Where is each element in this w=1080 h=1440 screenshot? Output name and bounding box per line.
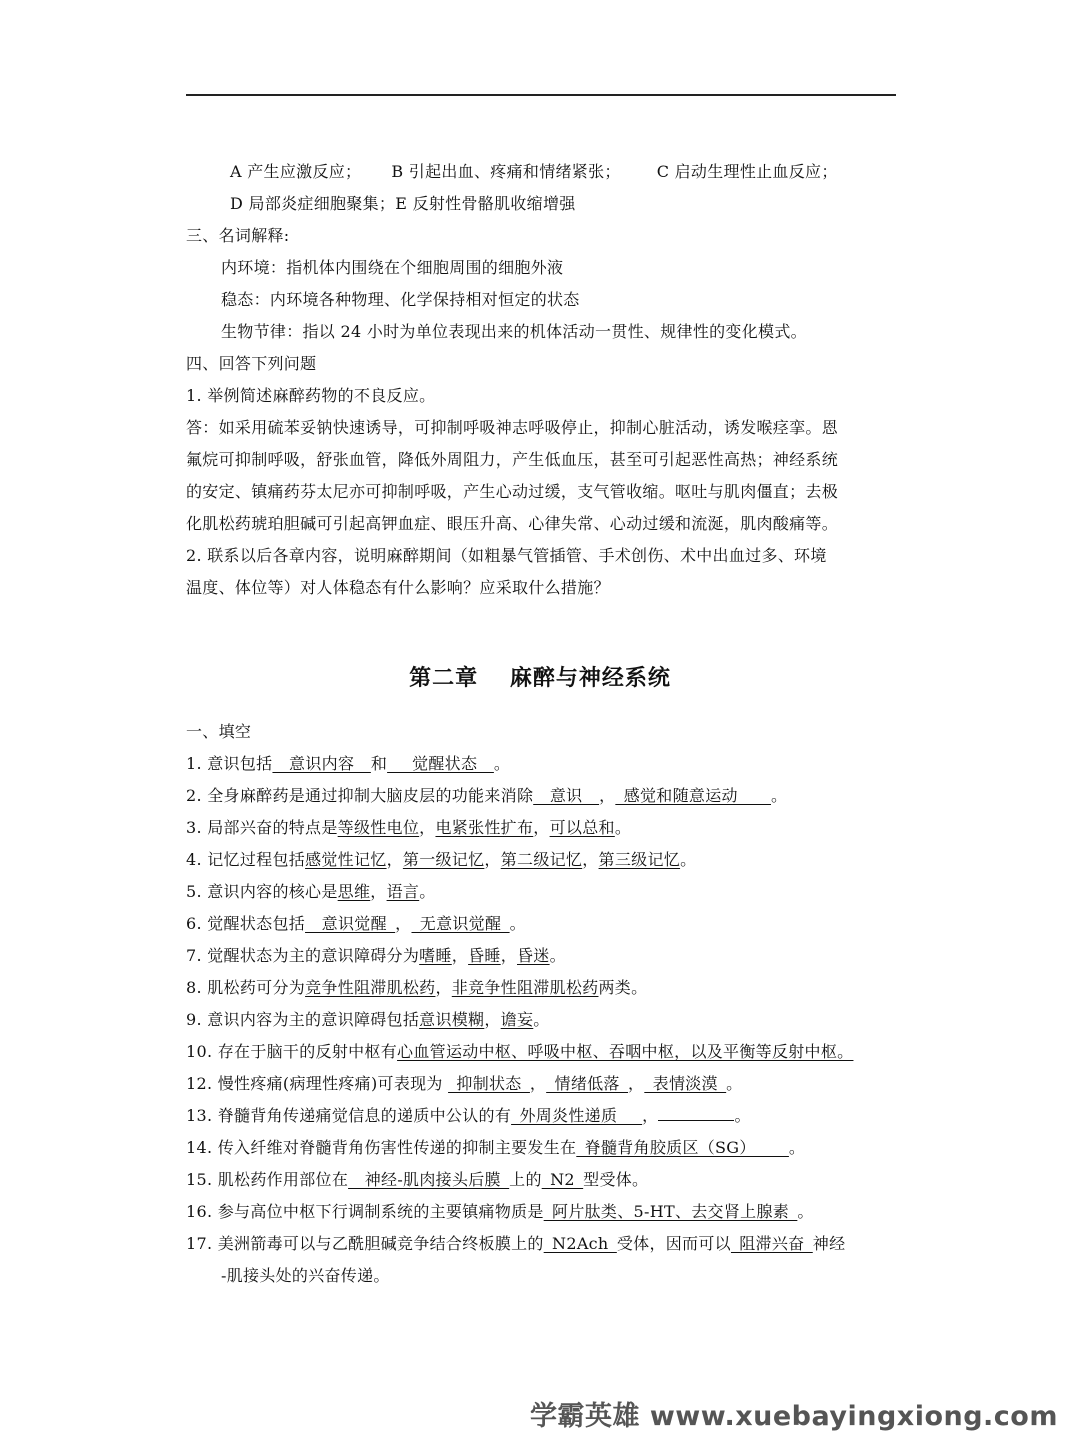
answer-fill: 第二级记忆 (500, 850, 583, 869)
term-internal-env: 内环境：指机体内围绕在个细胞周围的细胞外液 (221, 258, 564, 277)
choice-d-e: D 局部炎症细胞聚集；E 反射性骨骼肌收缩增强 (230, 194, 576, 213)
question-text: 型受体。 (583, 1170, 649, 1189)
question-text: ， (386, 850, 403, 869)
answer-fill: _阿片肽类、5-HT、去交肾上腺素_ (543, 1202, 798, 1221)
fill-item-1 (186, 754, 510, 774)
question-text: 受体，因而可以 (616, 1234, 731, 1253)
fill-item-6 (186, 914, 526, 934)
question-text: 两类。 (598, 978, 648, 997)
answer-fill: __意识内容__ (272, 754, 371, 773)
answer-line-3: 的安定、镇痛药芬太尼亦可抑制呼吸，产生心动过缓，支气管收缩。呕吐与肌肉僵直；去极 (186, 482, 839, 501)
question-text: ， (419, 818, 436, 837)
question-text: 7. 觉醒状态为主的意识障碍分为 (186, 946, 420, 965)
question-text: 10. 存在于脑干的反射中枢有 (186, 1042, 398, 1061)
fill-item-17-continued: -肌接头处的兴奋传递。 (221, 1266, 390, 1285)
section3-heading: 三、名词解释: (186, 226, 290, 245)
question-text: 。 (797, 1202, 814, 1221)
question-text: ， (628, 1074, 645, 1093)
answer-fill: 竞争性阻滞肌松药 (305, 978, 436, 997)
fill-item-15 (186, 1170, 648, 1190)
question-text: ， (451, 946, 469, 965)
fill-item-12 (186, 1074, 742, 1094)
fill-blank-heading: 一、填空 (186, 722, 252, 741)
question-text: ， (533, 818, 550, 837)
answer-fill: 第一级记忆 (402, 850, 485, 869)
answer-fill: 心血管运动中枢、呼吸中枢、吞咽中枢，以及平衡等反射中枢。 (397, 1042, 854, 1061)
answer-fill: _阻滞兴奋_ (730, 1234, 813, 1253)
question-text: ， (582, 850, 599, 869)
answer-fill: 意识模糊 (419, 1010, 485, 1029)
answer-fill: 谵妄 (500, 1010, 534, 1029)
answer-fill: ___觉醒状态__ (387, 754, 494, 773)
fill-item-9 (186, 1010, 550, 1030)
answer-fill: 可以总和 (549, 818, 615, 837)
question-text: ， (529, 1074, 547, 1093)
fill-item-5 (186, 882, 436, 902)
answer-line-4: 化肌松药琥珀胆碱可引起高钾血症、眼压升高、心律失常、心动过缓和流涎，肌肉酸痛等。 (186, 514, 839, 533)
question-text: 6. 觉醒状态包括 (186, 914, 306, 933)
question-text: 8. 肌松药可分为 (186, 978, 306, 997)
question-text: 5. 意识内容的核心是 (186, 882, 338, 901)
question-text: 。 (614, 818, 632, 837)
answer-fill: __意识__ (533, 786, 600, 805)
section4-heading: 四、回答下列问题 (186, 354, 317, 373)
question-text: 9. 意识内容为主的意识障碍包括 (186, 1010, 420, 1029)
question-text: 。 (771, 786, 788, 805)
answer-fill: 昏睡 (468, 946, 501, 965)
fill-item-13 (186, 1106, 751, 1126)
answer-fill: _感觉和随意运动____ (615, 786, 771, 805)
fill-item-7 (186, 946, 566, 966)
answer-fill: _N2_ (541, 1170, 584, 1189)
answer-fill: 感觉性记忆 (305, 850, 387, 869)
question-text: ， (395, 914, 412, 933)
question-text: 和 (370, 754, 388, 773)
fill-item-3 (186, 818, 631, 838)
answer-fill: 嗜睡 (419, 946, 452, 965)
footer-watermark: 学霸英雄 www.xuebayingxiong.com (529, 1401, 1058, 1432)
question-text: ， (599, 786, 616, 805)
answer-line-1: 答：如采用硫苯妥钠快速诱导，可抑制呼吸神志呼吸停止，抑制心脏活动，诱发喉痉挛。恩 (186, 418, 839, 437)
fill-item-8 (186, 978, 647, 998)
question-text: 15. 肌松药作用部位在 (186, 1170, 349, 1189)
answer-fill: _脊髓背角胶质区（SG）____ (576, 1138, 789, 1157)
term-homeostasis: 稳态：内环境各种物理、化学保持相对恒定的状态 (221, 290, 580, 309)
answer-fill: 思维 (337, 882, 371, 901)
answer-fill: _外周炎性递质___ (511, 1106, 643, 1125)
choice-line-1 (230, 162, 838, 182)
question-text: 。 (734, 1106, 751, 1125)
empty-blank (658, 1106, 734, 1121)
question-text: 。 (509, 914, 526, 933)
question-text: 上的 (509, 1170, 542, 1189)
question-text: 。 (419, 882, 436, 901)
question-text: ， (642, 1106, 659, 1125)
answer-fill: __神经-肌肉接头后膜_ (348, 1170, 510, 1189)
fill-item-14 (186, 1138, 805, 1158)
fill-item-4 (186, 850, 696, 870)
question-text: 1. 意识包括 (186, 754, 273, 773)
question-text: 12. 慢性疼痛(病理性疼痛)可表现为 (186, 1074, 449, 1093)
term-biorhythm: 生物节律：指以 24 小时为单位表现出来的机体活动一贯性、规律性的变化模式。 (221, 322, 807, 341)
question-text: 。 (680, 850, 697, 869)
choice-a: A 产生应激反应； (230, 162, 362, 181)
choice-c: C 启动生理性止血反应； (656, 162, 838, 181)
answer-fill: 第三级记忆 (598, 850, 681, 869)
question-text: 3. 局部兴奋的特点是 (186, 818, 338, 837)
question-2-line-2: 温度、体位等）对人体稳态有什么影响？应采取什么措施？ (186, 578, 610, 597)
question-text: ， (435, 978, 452, 997)
answer-fill: _N2Ach_ (543, 1234, 617, 1253)
question-text: 13. 脊髓背角传递痛觉信息的递质中公认的有 (186, 1106, 512, 1125)
chapter-title: 第二章 麻醉与神经系统 (409, 665, 671, 691)
question-2-line-1: 2. 联系以后各章内容，说明麻醉期间（如粗暴气管插管、手术创伤、术中出血过多、环境 (186, 546, 827, 565)
answer-fill: _抑制状态_ (448, 1074, 530, 1093)
question-text: 16. 参与高位中枢下行调制系统的主要镇痛物质是 (186, 1202, 544, 1221)
fill-item-10 (186, 1042, 853, 1062)
question-text: ， (484, 1010, 501, 1029)
answer-fill: 非竞争性阻滞肌松药 (451, 978, 599, 997)
question-text: ， (484, 850, 501, 869)
question-text: 17. 美洲箭毒可以与乙酰胆碱竞争结合终板膜上的 (186, 1234, 544, 1253)
answer-fill: 电紧张性扩布 (435, 818, 534, 837)
question-text: 。 (533, 1010, 550, 1029)
choice-b: B 引起出血、疼痛和情绪紧张； (391, 162, 621, 181)
answer-fill: _无意识觉醒_ (411, 914, 510, 933)
question-text: 2. 全身麻醉药是通过抑制大脑皮层的功能来消除 (186, 786, 534, 805)
question-text: 14. 传入纤维对脊髓背角伤害性传递的抑制主要发生在 (186, 1138, 577, 1157)
question-text: 4. 记忆过程包括 (186, 850, 306, 869)
question-text: 。 (788, 1138, 806, 1157)
answer-fill: __意识觉醒_ (305, 914, 396, 933)
question-text: ， (370, 882, 387, 901)
answer-fill: 等级性电位 (337, 818, 420, 837)
answer-fill: 语言 (386, 882, 420, 901)
header-rule (186, 94, 896, 96)
fill-item-17 (186, 1234, 845, 1254)
question-text: 神经 (812, 1234, 846, 1253)
question-text: 。 (549, 946, 566, 965)
fill-item-2 (186, 786, 787, 806)
question-1: 1. 举例简述麻醉药物的不良反应。 (186, 386, 436, 405)
answer-fill: 昏迷 (517, 946, 550, 965)
question-text: 。 (726, 1074, 743, 1093)
answer-fill: _表情淡漠_ (644, 1074, 727, 1093)
answer-fill: _情绪低落_ (546, 1074, 629, 1093)
question-text: ， (500, 946, 517, 965)
question-text: 。 (493, 754, 511, 773)
answer-line-2: 氟烷可抑制呼吸，舒张血管，降低外周阻力，产生低血压，甚至可引起恶性高热；神经系统 (186, 450, 839, 469)
fill-item-16 (186, 1202, 814, 1222)
